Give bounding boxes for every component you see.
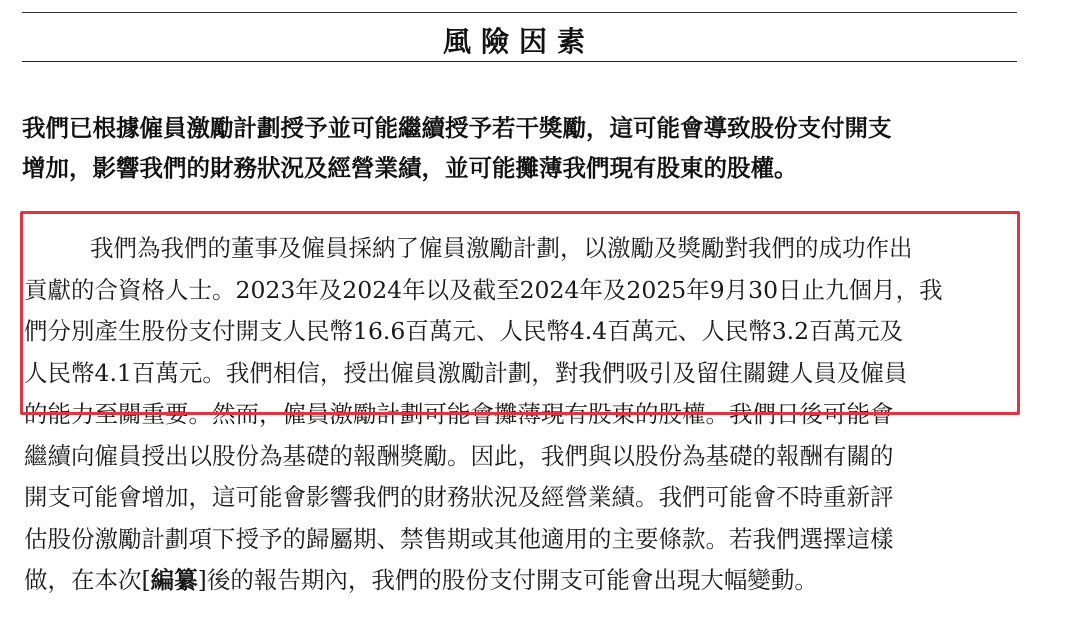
paragraph-line: 人民幣4.1百萬元。我們相信，授出僱員激勵計劃，對我們吸引及留住關鍵人員及僱員 — [24, 358, 908, 387]
paragraph-line: 開支可能會增加，這可能會影響我們的財務狀況及經營業績。我們可能會不時重新評 — [24, 483, 894, 511]
redaction-marker: 編纂 — [150, 566, 198, 594]
body-paragraph — [24, 228, 1019, 602]
paragraph-line: 繼續向僱員授出以股份為基礎的報酬獎勵。因此，我們與以股份為基礎的報酬有關的 — [24, 441, 894, 470]
risk-heading-line: 增加，影響我們的財務狀況及經營業績，並可能攤薄我們現有股東的股權。 — [22, 154, 798, 182]
paragraph-line: 們分別產生股份支付開支人民幣16.6百萬元、人民幣4.4百萬元、人民幣3.2百萬元及 — [24, 317, 904, 345]
top-rule — [22, 12, 1017, 13]
paragraph-line — [24, 560, 1019, 602]
section-title: 風險因素 — [442, 25, 595, 58]
paragraph-line: 估股份激勵計劃項下授予的歸屬期、禁售期或其他適用的主要條款。若我們選擇這樣 — [24, 524, 894, 553]
header-rule — [22, 61, 1017, 62]
paragraph-text: 做，在本次[ — [24, 566, 151, 594]
paragraph-text: ]後的報告期內，我們的股份支付開支可能會出現大幅變動。 — [197, 566, 818, 594]
paragraph-line: 我們為我們的董事及僱員採納了僱員激勵計劃，以激勵及獎勵對我們的成功作出 — [90, 234, 913, 262]
paragraph-line: 貢獻的合資格人士。2023年及2024年以及截至2024年及2025年9月30日止九個月，我 — [24, 275, 943, 304]
risk-heading-line: 我們已根據僱員激勵計劃授予並可能繼續授予若干獎勵，這可能會導致股份支付開支 — [22, 114, 892, 142]
paragraph-line: 的能力至關重要。然而，僱員激勵計劃可能會攤薄現有股東的股權。我們日後可能會 — [24, 400, 894, 428]
risk-heading — [22, 108, 1022, 188]
